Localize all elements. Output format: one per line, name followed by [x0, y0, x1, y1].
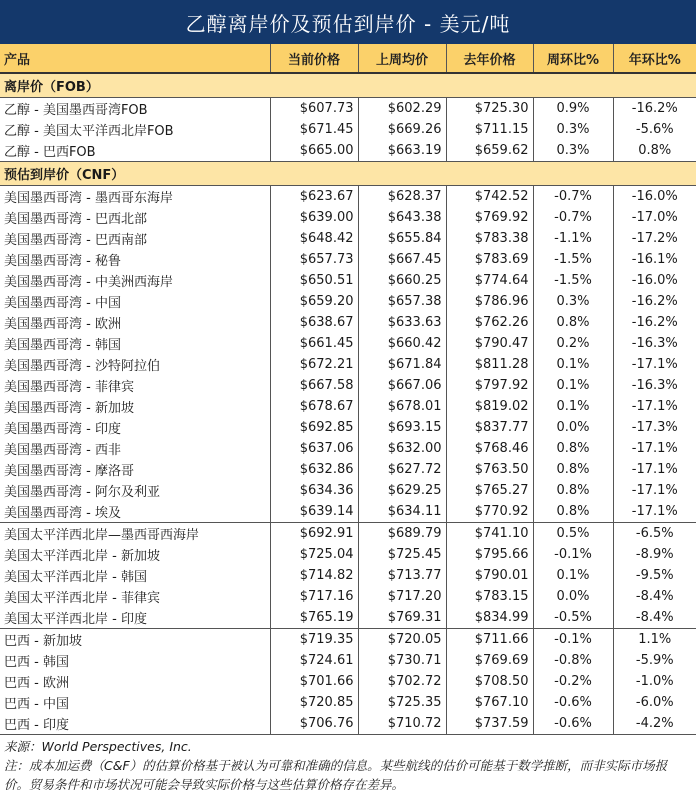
cell-last-week-avg: $660.42: [358, 333, 446, 354]
cell-last-year-price: $725.30: [446, 98, 533, 120]
cell-product: 美国太平洋西北岸 - 韩国: [0, 565, 270, 586]
cell-last-week-avg: $663.19: [358, 140, 446, 162]
cell-last-year-price: $763.50: [446, 459, 533, 480]
table-row: [0, 207, 696, 228]
source-note: 来源：World Perspectives, Inc.: [4, 739, 192, 754]
cell-yoy-change: 1.1%: [638, 632, 672, 647]
cell-yoy-change: -4.2%: [613, 713, 696, 735]
cell-last-week-avg: $628.37: [358, 186, 446, 208]
cell-wow-change: -0.7%: [533, 207, 613, 228]
cell-wow-change: 0.3%: [533, 291, 613, 312]
cell-yoy-change: -8.4%: [613, 607, 696, 629]
cell-last-week-avg: $725.45: [358, 544, 446, 565]
cell-last-year-price: $797.92: [446, 375, 533, 396]
table-row: [0, 270, 696, 291]
cell-last-week-avg: $657.38: [358, 291, 446, 312]
price-table: [0, 44, 696, 735]
cell-product: 美国墨西哥湾 - 秘鲁: [0, 249, 270, 270]
cell-current-price: $639.00: [270, 207, 358, 228]
cell-last-week-avg: $667.06: [358, 375, 446, 396]
cell-current-price: $637.06: [270, 438, 358, 459]
cell-last-year-price: $708.50: [446, 671, 533, 692]
cell-yoy-change: -17.1%: [631, 462, 678, 477]
table-row: [0, 438, 696, 459]
cell-current-price: $692.85: [270, 417, 358, 438]
cell-last-year-price: $774.64: [446, 270, 533, 291]
cell-last-year-price: $769.92: [446, 207, 533, 228]
table-row: [0, 459, 696, 480]
cell-wow-change: -0.1%: [533, 629, 613, 651]
cell-last-week-avg: $667.45: [358, 249, 446, 270]
cell-last-year-price: $737.59: [446, 713, 533, 735]
cell-wow-change: 0.3%: [533, 140, 613, 162]
cell-wow-change: 0.8%: [533, 459, 613, 480]
cell-yoy-change: -17.1%: [631, 483, 678, 498]
cell-last-week-avg: $602.29: [358, 98, 446, 120]
cell-current-price: $639.14: [270, 501, 358, 523]
cell-current-price: $657.73: [270, 249, 358, 270]
cell-product: 美国墨西哥湾 - 墨西哥东海岸: [0, 186, 270, 208]
table-row: [0, 333, 696, 354]
table-row: [0, 565, 696, 586]
cell-product: 美国墨西哥湾 - 韩国: [0, 333, 270, 354]
cell-product: 乙醇 - 美国墨西哥湾FOB: [0, 98, 270, 120]
col-header-product: 产品: [0, 44, 270, 73]
cell-yoy-change: -16.0%: [631, 273, 678, 288]
cell-product: 乙醇 - 美国太平洋西北岸FOB: [0, 119, 270, 140]
cell-yoy-change: -16.2%: [631, 294, 678, 309]
cell-product: 美国太平洋西北岸 - 新加坡: [0, 544, 270, 565]
cell-current-price: $678.67: [270, 396, 358, 417]
cell-current-price: $607.73: [270, 98, 358, 120]
table-row: [0, 523, 696, 545]
cell-yoy-change: -17.1%: [631, 441, 678, 456]
cell-product: 乙醇 - 巴西FOB: [0, 140, 270, 162]
cell-current-price: $765.19: [270, 607, 358, 629]
cell-wow-change: -0.5%: [533, 607, 613, 629]
cell-current-price: $717.16: [270, 586, 358, 607]
cell-last-week-avg: $633.63: [358, 312, 446, 333]
cell-last-week-avg: $730.71: [358, 650, 446, 671]
cell-product: 美国墨西哥湾 - 沙特阿拉伯: [0, 354, 270, 375]
cell-current-price: $706.76: [270, 713, 358, 735]
cell-product: 美国墨西哥湾 - 阿尔及利亚: [0, 480, 270, 501]
table-row: [0, 249, 696, 270]
cell-yoy-change: -16.0%: [631, 189, 678, 204]
cell-product: 美国墨西哥湾 - 印度: [0, 417, 270, 438]
cell-last-week-avg: $660.25: [358, 270, 446, 291]
cell-last-week-avg: $710.72: [358, 713, 446, 735]
table-row: [0, 586, 696, 607]
cell-product: 巴西 - 新加坡: [0, 629, 270, 651]
table-body: [0, 73, 696, 735]
cell-wow-change: 0.1%: [533, 375, 613, 396]
cell-last-week-avg: $678.01: [358, 396, 446, 417]
cell-yoy-change: -17.2%: [631, 231, 678, 246]
cell-last-week-avg: $655.84: [358, 228, 446, 249]
cell-wow-change: -0.2%: [533, 671, 613, 692]
cell-product: 美国墨西哥湾 - 欧洲: [0, 312, 270, 333]
cell-wow-change: 0.1%: [533, 354, 613, 375]
table-row: [0, 417, 696, 438]
cell-yoy-change: -16.2%: [631, 101, 678, 116]
cell-product: 美国墨西哥湾 - 巴西北部: [0, 207, 270, 228]
cell-last-year-price: $783.15: [446, 586, 533, 607]
table-row: [0, 671, 696, 692]
col-header-last-week-avg: 上周均价: [358, 44, 446, 73]
table-row: [0, 692, 696, 713]
cell-current-price: $634.36: [270, 480, 358, 501]
cell-wow-change: 0.8%: [533, 501, 613, 523]
section-label: 离岸价（FOB）: [0, 73, 696, 98]
cell-last-year-price: $834.99: [446, 607, 533, 629]
cell-last-year-price: $786.96: [446, 291, 533, 312]
cell-current-price: $623.67: [270, 186, 358, 208]
col-header-wow-change: 周环比%: [533, 44, 613, 73]
table-row: [0, 354, 696, 375]
table-row: [0, 501, 696, 523]
cell-product: 美国太平洋西北岸 - 印度: [0, 607, 270, 629]
cell-wow-change: -1.1%: [533, 228, 613, 249]
section-header-row: [0, 73, 696, 98]
cell-wow-change: 0.8%: [533, 480, 613, 501]
cell-wow-change: 0.2%: [533, 333, 613, 354]
cell-current-price: $659.20: [270, 291, 358, 312]
cell-product: 美国太平洋西北岸 - 菲律宾: [0, 586, 270, 607]
cell-wow-change: -1.5%: [533, 270, 613, 291]
section-header-row: [0, 162, 696, 186]
cell-yoy-change: -17.1%: [631, 357, 678, 372]
cell-wow-change: -0.6%: [533, 692, 613, 713]
cell-last-week-avg: $669.26: [358, 119, 446, 140]
col-header-last-year-price: 去年价格: [446, 44, 533, 73]
cell-wow-change: -0.7%: [533, 186, 613, 208]
cell-last-year-price: $765.27: [446, 480, 533, 501]
cell-current-price: $714.82: [270, 565, 358, 586]
cell-last-year-price: $741.10: [446, 523, 533, 545]
col-header-current-price: 当前价格: [270, 44, 358, 73]
cell-last-year-price: $711.15: [446, 119, 533, 140]
table-row: [0, 396, 696, 417]
table-row: [0, 607, 696, 629]
cell-yoy-change: -16.3%: [631, 336, 678, 351]
cell-last-year-price: $783.69: [446, 249, 533, 270]
cell-yoy-change: -17.1%: [613, 501, 696, 523]
cell-wow-change: 0.3%: [533, 119, 613, 140]
table-row: [0, 375, 696, 396]
cell-yoy-change: -16.3%: [631, 378, 678, 393]
cell-yoy-change: -8.9%: [635, 547, 674, 562]
cell-last-year-price: $770.92: [446, 501, 533, 523]
cell-current-price: $632.86: [270, 459, 358, 480]
cell-last-year-price: $811.28: [446, 354, 533, 375]
cell-last-week-avg: $702.72: [358, 671, 446, 692]
cell-yoy-change: -6.5%: [635, 526, 674, 541]
cell-product: 巴西 - 中国: [0, 692, 270, 713]
cell-product: 美国墨西哥湾 - 埃及: [0, 501, 270, 523]
cell-current-price: $701.66: [270, 671, 358, 692]
table-row: [0, 650, 696, 671]
cell-last-year-price: $790.47: [446, 333, 533, 354]
table-row: [0, 291, 696, 312]
cell-last-year-price: $769.69: [446, 650, 533, 671]
table-row: [0, 480, 696, 501]
cell-wow-change: -0.8%: [533, 650, 613, 671]
table-row: [0, 186, 696, 208]
table-row: [0, 140, 696, 162]
cell-last-week-avg: $689.79: [358, 523, 446, 545]
footer: [0, 735, 696, 794]
cell-product: 美国墨西哥湾 - 菲律宾: [0, 375, 270, 396]
cell-current-price: $671.45: [270, 119, 358, 140]
cell-yoy-change: 0.8%: [613, 140, 696, 162]
cell-yoy-change: -17.0%: [631, 210, 678, 225]
cell-product: 美国墨西哥湾 - 摩洛哥: [0, 459, 270, 480]
cell-product: 巴西 - 印度: [0, 713, 270, 735]
cell-last-week-avg: $632.00: [358, 438, 446, 459]
cell-current-price: $724.61: [270, 650, 358, 671]
cell-last-week-avg: $693.15: [358, 417, 446, 438]
cell-last-week-avg: $671.84: [358, 354, 446, 375]
cell-last-year-price: $742.52: [446, 186, 533, 208]
cell-wow-change: 0.5%: [533, 523, 613, 545]
cell-current-price: $638.67: [270, 312, 358, 333]
cell-product: 巴西 - 欧洲: [0, 671, 270, 692]
cell-last-week-avg: $634.11: [358, 501, 446, 523]
cell-last-week-avg: $643.38: [358, 207, 446, 228]
cell-wow-change: -0.1%: [533, 544, 613, 565]
cell-yoy-change: -17.3%: [631, 420, 678, 435]
cell-last-year-price: $767.10: [446, 692, 533, 713]
cell-last-week-avg: $629.25: [358, 480, 446, 501]
cell-current-price: $650.51: [270, 270, 358, 291]
cell-last-year-price: $837.77: [446, 417, 533, 438]
cell-last-year-price: $819.02: [446, 396, 533, 417]
cell-yoy-change: -16.2%: [631, 315, 678, 330]
cell-wow-change: 0.8%: [533, 312, 613, 333]
cell-wow-change: 0.1%: [533, 565, 613, 586]
cell-current-price: $661.45: [270, 333, 358, 354]
cell-current-price: $665.00: [270, 140, 358, 162]
cell-product: 美国墨西哥湾 - 西非: [0, 438, 270, 459]
cell-current-price: $648.42: [270, 228, 358, 249]
cell-last-year-price: $783.38: [446, 228, 533, 249]
table-row: [0, 312, 696, 333]
cell-yoy-change: -6.0%: [635, 695, 674, 710]
cell-last-week-avg: $713.77: [358, 565, 446, 586]
table-row: [0, 713, 696, 735]
cell-wow-change: 0.0%: [533, 417, 613, 438]
cell-last-year-price: $768.46: [446, 438, 533, 459]
table-header-row: [0, 44, 696, 73]
section-label: 预估到岸价（CNF）: [0, 162, 696, 186]
cell-last-year-price: $795.66: [446, 544, 533, 565]
table-row: [0, 98, 696, 120]
table-row: [0, 119, 696, 140]
cell-product: 巴西 - 韩国: [0, 650, 270, 671]
cell-current-price: $720.85: [270, 692, 358, 713]
cell-product: 美国墨西哥湾 - 巴西南部: [0, 228, 270, 249]
disclaimer-note: 注：成本加运费（C&F）的估算价格基于被认为可靠和准确的信息。某些航线的估价可能基于数学推断，而非实际市场报价。贸易条件和市场状况可能会导致实际价格与这些估算价格存在差异。: [4, 758, 668, 792]
cell-last-week-avg: $769.31: [358, 607, 446, 629]
cell-last-year-price: $711.66: [446, 629, 533, 651]
cell-wow-change: -1.5%: [533, 249, 613, 270]
cell-wow-change: 0.9%: [533, 98, 613, 120]
table-row: [0, 629, 696, 651]
cell-wow-change: 0.8%: [533, 438, 613, 459]
cell-last-year-price: $790.01: [446, 565, 533, 586]
cell-last-year-price: $659.62: [446, 140, 533, 162]
cell-current-price: $692.91: [270, 523, 358, 545]
cell-yoy-change: -5.9%: [635, 653, 674, 668]
cell-yoy-change: -17.1%: [631, 399, 678, 414]
cell-wow-change: 0.0%: [533, 586, 613, 607]
cell-yoy-change: -16.1%: [631, 252, 678, 267]
cell-last-week-avg: $720.05: [358, 629, 446, 651]
cell-yoy-change: -5.6%: [635, 122, 674, 137]
cell-wow-change: -0.6%: [533, 713, 613, 735]
cell-product: 美国太平洋西北岸—墨西哥西海岸: [0, 523, 270, 545]
cell-current-price: $667.58: [270, 375, 358, 396]
cell-yoy-change: -8.4%: [635, 589, 674, 604]
cell-current-price: $725.04: [270, 544, 358, 565]
table-row: [0, 228, 696, 249]
cell-yoy-change: -1.0%: [635, 674, 674, 689]
col-header-yoy-change: 年环比%: [613, 44, 696, 73]
cell-last-year-price: $762.26: [446, 312, 533, 333]
cell-product: 美国墨西哥湾 - 新加坡: [0, 396, 270, 417]
cell-last-week-avg: $627.72: [358, 459, 446, 480]
page-title: 乙醇离岸价及预估到岸价 - 美元/吨: [0, 0, 696, 44]
cell-last-week-avg: $717.20: [358, 586, 446, 607]
cell-product: 美国墨西哥湾 - 中美洲西海岸: [0, 270, 270, 291]
table-row: [0, 544, 696, 565]
cell-wow-change: 0.1%: [533, 396, 613, 417]
cell-product: 美国墨西哥湾 - 中国: [0, 291, 270, 312]
cell-current-price: $672.21: [270, 354, 358, 375]
cell-current-price: $719.35: [270, 629, 358, 651]
cell-last-week-avg: $725.35: [358, 692, 446, 713]
cell-yoy-change: -9.5%: [635, 568, 674, 583]
